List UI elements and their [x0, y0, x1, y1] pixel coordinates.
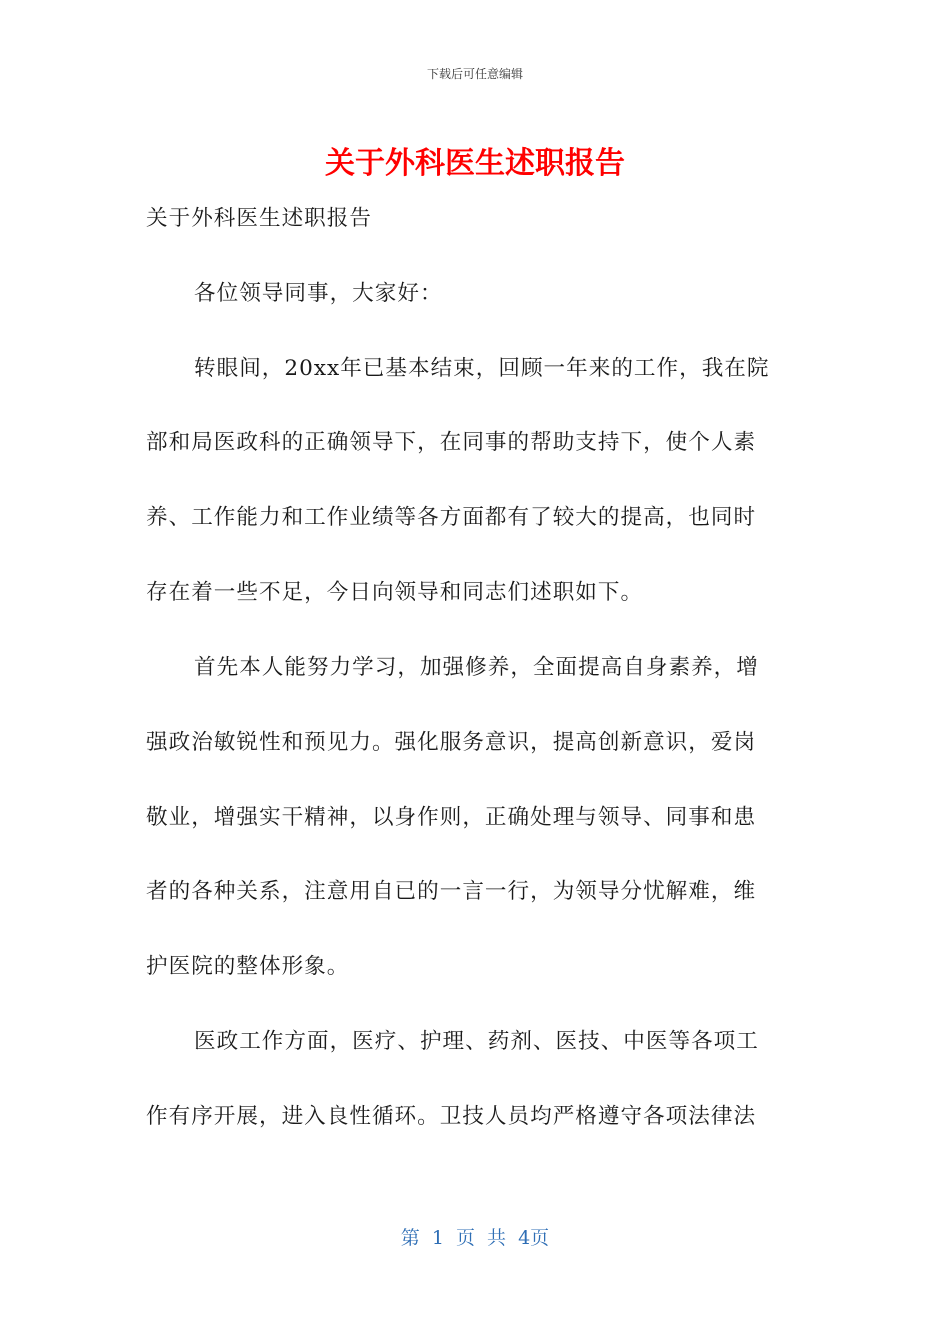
body-line-spacer [146, 986, 794, 1023]
footer-current-page: 1 [431, 1227, 444, 1249]
body-line-spacer [146, 387, 794, 424]
body-line-spacer [146, 761, 794, 798]
body-line-1: 关于外科医生述职报告 [146, 206, 372, 231]
body-line-p1-2: 部和局医政科的正确领导下，在同事的帮助支持下，使个人素 [146, 430, 757, 456]
body-line-spacer [146, 462, 794, 499]
body-line-p1-4: 存在着一些不足，今日向领导和同志们述职如下。 [146, 580, 644, 606]
body-line-spacer [146, 686, 794, 723]
body-line-p2-1: 首先本人能努力学习，加强修养，全面提高自身素养，增 [194, 654, 759, 680]
footer-total-pages: 4页 [518, 1227, 550, 1249]
body-line-p2-5: 护医院的整体形象。 [146, 954, 350, 980]
body-line-p2-3: 敬业，增强实干精神，以身作则，正确处理与领导、同事和患 [146, 804, 757, 830]
body-line-p1-3: 养、工作能力和工作业绩等各方面都有了较大的提高，也同时 [146, 505, 757, 531]
body-line-spacer [146, 312, 794, 349]
body-line-p1-1: 转眼间，20xx年已基本结束，回顾一年来的工作，我在院 [194, 355, 770, 381]
footer-page-of-label: 页 共 [456, 1227, 507, 1249]
body-line-p2-4: 者的各种关系，注意用自已的一言一行，为领导分忧解难，维 [146, 879, 757, 905]
document-title: 关于外科医生述职报告 [325, 146, 625, 181]
body-line-spacer [146, 911, 794, 948]
page-header-note: 下载后可任意编辑 [426, 67, 523, 81]
body-line-spacer [146, 836, 794, 873]
page-footer [0, 1226, 950, 1250]
body-line-greeting: 各位领导同事，大家好： [194, 280, 443, 306]
body-line-spacer [146, 1060, 794, 1097]
body-line-spacer [146, 537, 794, 574]
footer-page-label: 第 [400, 1227, 420, 1249]
body-line-spacer [146, 611, 794, 648]
body-line-p2-2: 强政治敏锐性和预见力。强化服务意识，提高创新意识，爱岗 [146, 729, 757, 755]
body-line-spacer [146, 237, 794, 274]
body-line-p3-1: 医政工作方面，医疗、护理、药剂、医技、中医等各项工 [194, 1028, 759, 1054]
document-body [146, 200, 794, 1135]
body-line-p3-2: 作有序开展，进入良性循环。卫技人员均严格遵守各项法律法 [146, 1103, 757, 1129]
